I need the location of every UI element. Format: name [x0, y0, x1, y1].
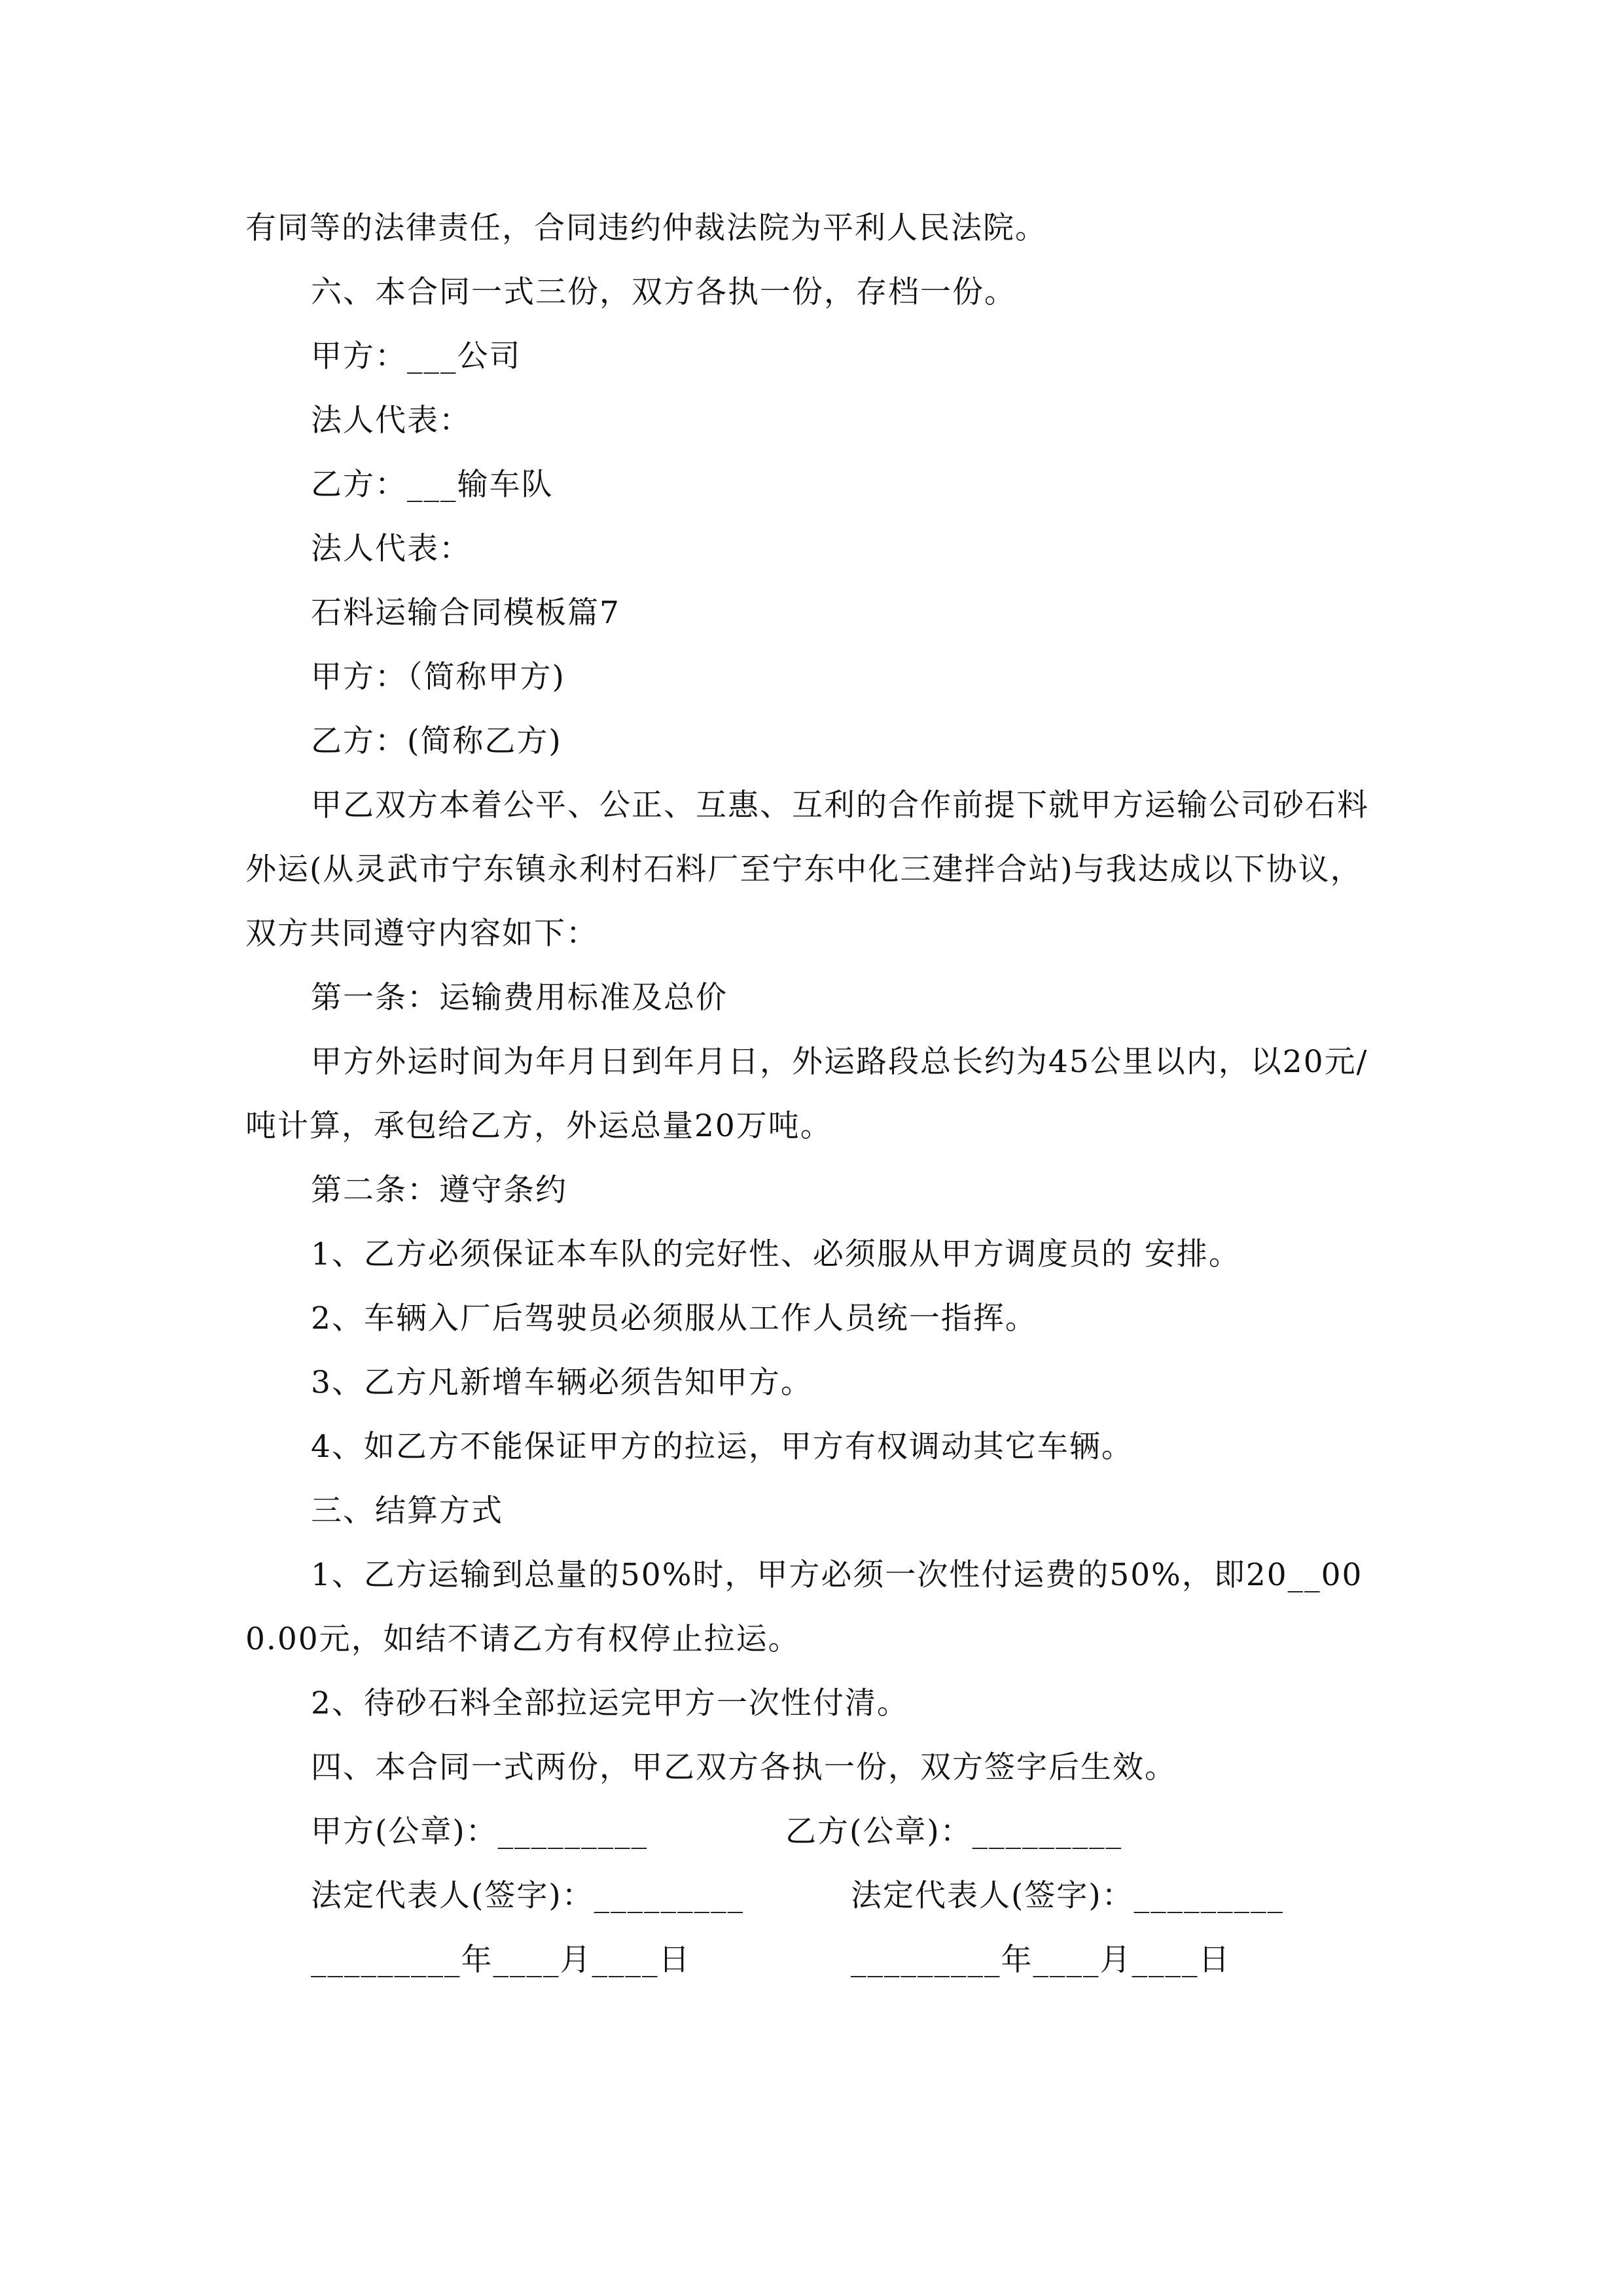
paragraph-1: 有同等的法律责任，合同违约仲裁法院为平利人民法院。 [245, 210, 1047, 246]
paragraph-2: 六、本合同一式三份，双方各执一份，存档一份。 [311, 274, 1016, 310]
document-body [245, 196, 1378, 1992]
signature-row-date [245, 1928, 1378, 1992]
paragraph-15: 2、车辆入厂后驾驶员必须服从工作人员统一指挥。 [311, 1300, 1037, 1336]
paragraph-9: 乙方：(简称乙方) [311, 723, 562, 759]
paragraph-16: 3、乙方凡新增车辆必须告知甲方。 [311, 1365, 813, 1401]
paragraph-12: 甲方外运时间为年月日到年月日，外运路段总长约为45公里以内，以20元/吨计算，承包给乙方，外运总量20万吨。 [245, 1044, 1368, 1144]
signature-row-representative [245, 1864, 1378, 1928]
party-a-representative: 法定代表人(签字)：_________ [311, 1878, 745, 1914]
party-a-seal: 甲方(公章)：_________ [311, 1814, 649, 1850]
party-b-representative: 法定代表人(签字)：_________ [851, 1878, 1285, 1914]
paragraph-4: 法人代表： [311, 403, 471, 439]
paragraph-5: 乙方：___输车队 [311, 467, 554, 503]
paragraph-6: 法人代表： [311, 531, 471, 567]
party-a-date: _________年____月____日 [311, 1942, 691, 1978]
party-b-seal: 乙方(公章)：_________ [785, 1814, 1123, 1850]
paragraph-19: 1、乙方运输到总量的50%时，甲方必须一次性付运费的50%，即20__000.00元，如结不请乙方有权停止拉运。 [245, 1557, 1363, 1657]
paragraph-18: 三、结算方式 [311, 1493, 503, 1529]
paragraph-17: 4、如乙方不能保证甲方的拉运，甲方有权调动其它车辆。 [311, 1429, 1133, 1465]
paragraph-13: 第二条：遵守条约 [311, 1172, 567, 1208]
paragraph-14: 1、乙方必须保证本车队的完好性、必须服从甲方调度员的 安排。 [311, 1236, 1241, 1272]
paragraph-21: 四、本合同一式两份，甲乙双方各执一份，双方签字后生效。 [311, 1749, 1177, 1785]
paragraph-11: 第一条：运输费用标准及总价 [311, 980, 728, 1016]
paragraph-3: 甲方：___公司 [311, 338, 522, 374]
signature-row-seal [245, 1800, 1378, 1864]
paragraph-10: 甲乙双方本着公平、公正、互惠、互利的合作前提下就甲方运输公司砂石料外运(从灵武市宁东镇永利村石料厂至宁东中化三建拌合站)与我达成以下协议，双方共同遵守内容如下： [245, 787, 1369, 952]
paragraph-8: 甲方：（简称甲方) [311, 659, 565, 695]
section-heading: 石料运输合同模板篇7 [311, 595, 620, 631]
paragraph-20: 2、待砂石料全部拉运完甲方一次性付清。 [311, 1685, 909, 1721]
party-b-date: _________年____月____日 [851, 1942, 1231, 1978]
